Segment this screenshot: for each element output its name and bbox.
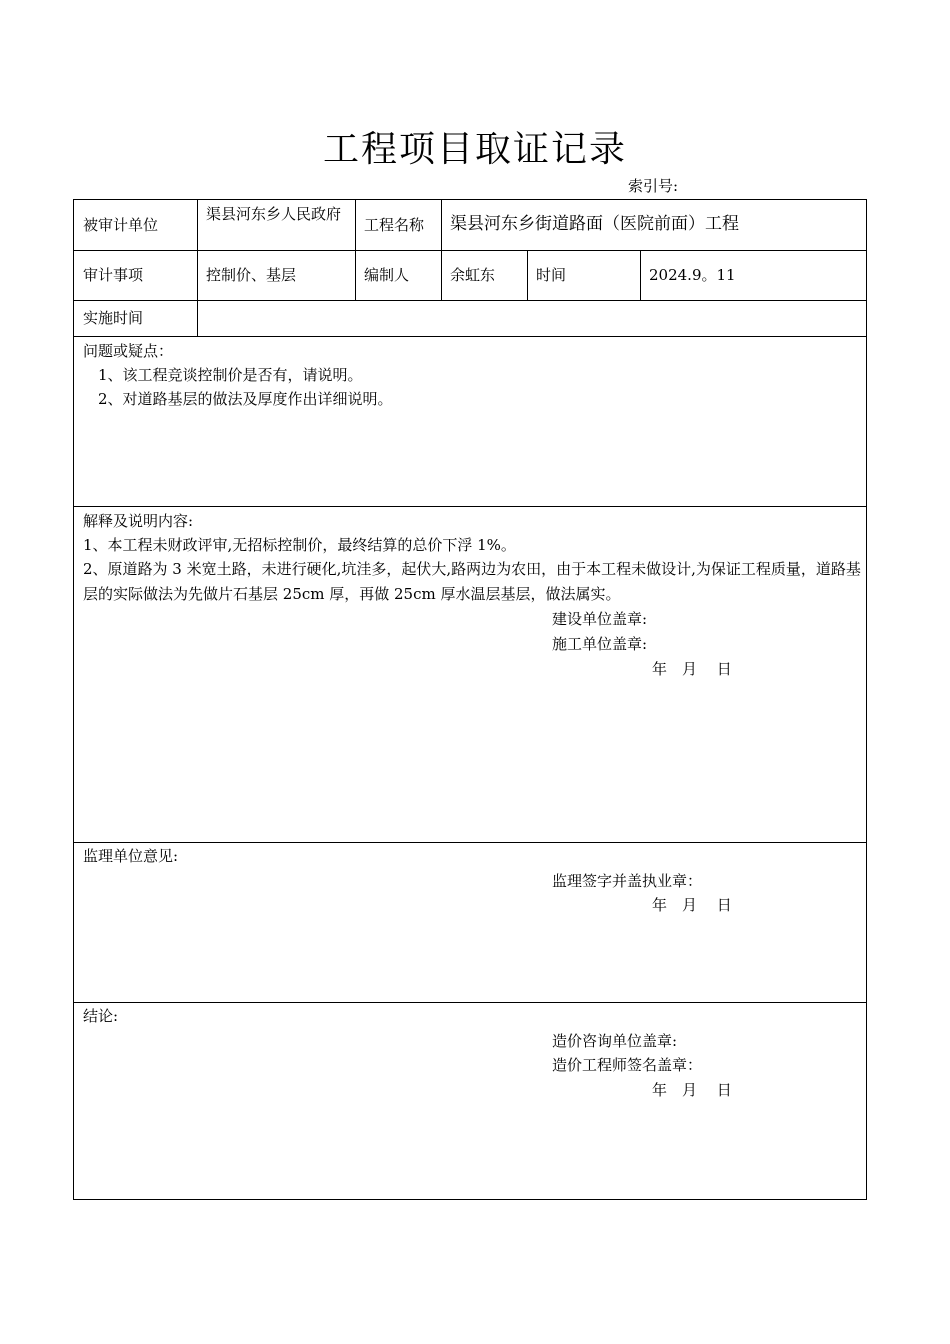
explanation-item: 2、原道路为 3 米宽土路，未进行硬化,坑洼多，起伏大,路两边为农田，由于本工程未做设计,为保证工程质量，道路基层的实际做法为先做片石基层 25cm 厚，再做 25cm 厚水温层基层，做法属实。 bbox=[83, 560, 861, 603]
construction-unit-seal: 建设单位盖章: bbox=[552, 610, 648, 628]
page-title: 工程项目取证记录 bbox=[322, 129, 627, 170]
builder-unit-seal: 施工单位盖章: bbox=[552, 635, 648, 653]
section-divider bbox=[74, 506, 866, 507]
time-value: 2024.9。11 bbox=[649, 266, 736, 284]
explanation-heading: 解释及说明内容: bbox=[83, 512, 194, 530]
row-divider bbox=[74, 300, 866, 301]
impl-time-label: 实施时间 bbox=[83, 309, 144, 327]
column-divider bbox=[355, 200, 356, 300]
row-divider bbox=[74, 250, 866, 251]
column-divider bbox=[441, 200, 442, 300]
explanation-item: 1、本工程未财政评审,无招标控制价，最终结算的总价下浮 1%。 bbox=[83, 536, 516, 554]
section-divider bbox=[74, 1002, 866, 1003]
audit-item-value: 控制价、基层 bbox=[206, 266, 297, 284]
row-divider bbox=[74, 336, 866, 337]
column-divider bbox=[527, 250, 528, 300]
date-line: 年 月 日 bbox=[652, 660, 732, 678]
column-divider bbox=[197, 200, 198, 336]
project-name-value: 渠县河东乡街道路面（医院前面）工程 bbox=[450, 214, 739, 234]
supervision-heading: 监理单位意见: bbox=[83, 847, 179, 865]
question-item: 1、该工程竞谈控制价是否有，请说明。 bbox=[98, 366, 363, 384]
date-line: 年 月 日 bbox=[652, 1081, 732, 1099]
cost-engineer-seal: 造价工程师签名盖章： bbox=[552, 1056, 703, 1074]
section-divider bbox=[74, 842, 866, 843]
supervisor-seal: 监理签字并盖执业章： bbox=[552, 872, 703, 890]
date-line: 年 月 日 bbox=[652, 896, 732, 914]
audited-unit-label: 被审计单位 bbox=[83, 216, 159, 234]
evidence-record-table bbox=[73, 199, 867, 1200]
audit-item-label: 审计事项 bbox=[83, 266, 144, 284]
compiler-label: 编制人 bbox=[364, 266, 410, 284]
conclusion-heading: 结论: bbox=[83, 1007, 119, 1025]
questions-heading: 问题或疑点： bbox=[83, 342, 174, 360]
consult-unit-seal: 造价咨询单位盖章: bbox=[552, 1032, 678, 1050]
compiler-value: 余虹东 bbox=[450, 266, 496, 284]
project-name-label: 工程名称 bbox=[364, 216, 425, 234]
column-divider bbox=[640, 250, 641, 300]
audited-unit-value: 渠县河东乡人民政府 bbox=[206, 205, 342, 223]
question-item: 2、对道路基层的做法及厚度作出详细说明。 bbox=[98, 390, 393, 408]
time-label: 时间 bbox=[536, 266, 567, 284]
index-number-label: 索引号: bbox=[628, 177, 679, 195]
